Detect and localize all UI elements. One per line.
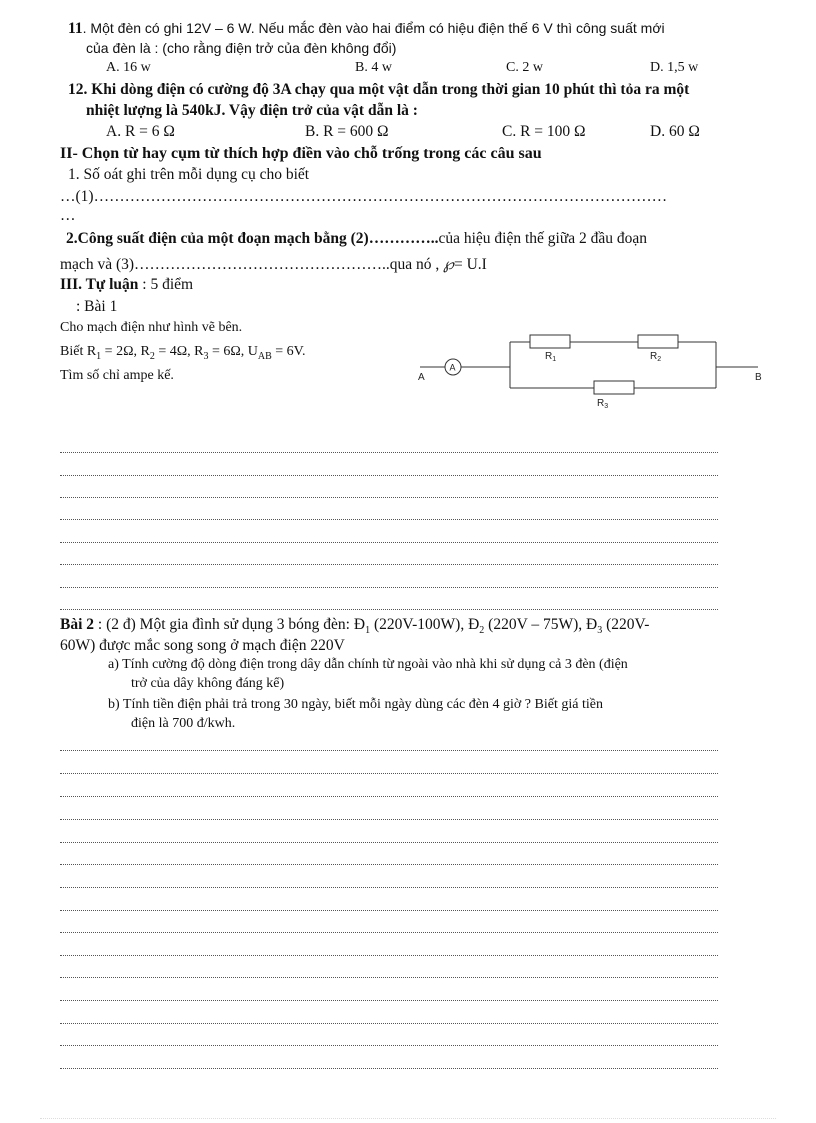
section2-q1: [68, 166, 309, 184]
answer-line[interactable]: [60, 1000, 718, 1001]
answer-line[interactable]: [60, 1045, 718, 1046]
answer-line[interactable]: [60, 796, 718, 797]
bai1-find: Tìm số chỉ ampe kế.: [60, 368, 174, 383]
q11-line1: [68, 20, 665, 38]
answer-line[interactable]: [60, 519, 718, 520]
q11-line2: của đèn là : (cho rằng điện trở của đèn không đổi): [86, 40, 397, 56]
bai2-d2-sub: 2: [479, 625, 485, 637]
r2-label: $R_2$: [650, 351, 662, 363]
section2-q1-blank-cont: …: [60, 207, 76, 224]
bai2-d1-spec: (220V-100W), Đ: [370, 616, 480, 633]
bai1-intro: Cho mạch điện như hình vẽ bên.: [60, 320, 243, 335]
answer-line[interactable]: [60, 452, 718, 453]
q11-option-c[interactable]: C. 2 w: [506, 60, 543, 75]
bai1-label-text: : Bài 1: [76, 298, 118, 315]
node-a-label: A: [418, 372, 425, 383]
section2-heading: II- Chọn từ hay cụm từ thích hợp điền vào chỗ trống trong các câu sau: [60, 145, 542, 162]
section2-q2-line2-b: .qua nó ,: [385, 256, 440, 273]
answer-line[interactable]: [60, 977, 718, 978]
answer-line[interactable]: [60, 842, 718, 843]
bai2-d3-sub: 3: [597, 625, 603, 637]
q11-text-1: . Một đèn có ghi 12V – 6 W. Nếu mắc đèn vào hai điểm có hiệu điện thế 6 V thì công suất mới: [82, 20, 665, 36]
answer-line[interactable]: [60, 955, 718, 956]
section2-q2-line1-a: 2.Công suất điện của một đoạn mạch bằng (2)…………..: [66, 230, 439, 247]
answer-line[interactable]: [60, 932, 718, 933]
power-formula: = U.I: [453, 256, 487, 273]
q12-line1: [68, 81, 689, 99]
q12-text-1: . Khi dòng điện có cường độ 3A chạy qua một vật dẫn trong thời gian 10 phút thì tỏa ra một: [83, 81, 690, 98]
bai2-d1-sub: 1: [365, 625, 371, 637]
q11-option-b[interactable]: B. 4 w: [355, 60, 392, 75]
bai2-part-a-line1: a) Tính cường độ dòng điện trong dây dẫn chính từ ngoài vào nhà khi sử dụng cả 3 đèn (điện: [108, 657, 628, 672]
q12-option-c[interactable]: C. R = 100 Ω: [502, 123, 586, 140]
bai2-line2: 60W) được mắc song song ở mạch điện 220V: [60, 637, 345, 654]
bai2-text-1: : (2 đ) Một gia đình sử dụng 3 bóng đèn: Đ: [94, 616, 366, 633]
resistor-r3: [594, 381, 634, 394]
answer-line[interactable]: [60, 819, 718, 820]
bai2-part-a-line2: trở của dây không đáng kể): [131, 676, 285, 691]
bai2-d2-spec: (220V – 75W), Đ: [484, 616, 598, 633]
answer-line[interactable]: [60, 750, 718, 751]
answer-line[interactable]: [60, 587, 718, 588]
resistor-r2: [638, 335, 678, 348]
section2-q2-line1-b: của hiệu điện thế giữa 2 đầu đoạn: [438, 230, 648, 247]
q12-line2: nhiệt lượng là 540kJ. Vậy điện trở của vật dẫn là :: [86, 102, 418, 119]
bai2-part-b-line2: điện là 700 đ/kwh.: [131, 716, 236, 731]
section3-heading-bold: III. Tự luận: [60, 276, 139, 293]
r1-label: $R_1$: [545, 351, 557, 363]
section2-q2-line1: [66, 230, 647, 248]
answer-line[interactable]: [60, 773, 718, 774]
answer-line[interactable]: [60, 1023, 718, 1024]
bai2-line1: [60, 616, 649, 636]
resistor-r1: [530, 335, 570, 348]
section2-q2-line2-a: mạch và (3)………………………………………….: [60, 256, 386, 273]
circuit-diagram: [410, 322, 770, 414]
r3-label: $R_3$: [597, 398, 609, 410]
node-b-label: B: [755, 372, 762, 383]
section2-q1-text: 1. Số oát ghi trên mỗi dụng cụ cho biết: [68, 166, 310, 183]
section2-q1-blank[interactable]: …(1)…………………………………………………………………………………………………: [60, 188, 668, 205]
answer-line[interactable]: [60, 910, 718, 911]
bai2-part-b-line1: b) Tính tiền điện phải trả trong 30 ngày, biết mỗi ngày dùng các đèn 4 giờ ? Biết giá tiền: [108, 697, 603, 712]
answer-line[interactable]: [60, 864, 718, 865]
answer-line[interactable]: [60, 564, 718, 565]
q11-number: 11: [68, 20, 83, 37]
section3-heading-rest: : 5 điểm: [138, 276, 194, 293]
bai1-given: Biết $R_1 = 2\Omega$, $R_2 = 4\Omega$, $R_3 = 6\Omega$, $U_{AB} = 6V$.: [60, 344, 306, 362]
q12-option-b[interactable]: B. R = 600 Ω: [305, 123, 389, 140]
answer-line[interactable]: [60, 609, 718, 610]
answer-line[interactable]: [60, 887, 718, 888]
ammeter-label: A: [449, 362, 456, 373]
power-symbol: ℘: [443, 256, 454, 273]
answer-line[interactable]: [60, 1068, 718, 1069]
bai1-label: [76, 298, 117, 316]
answer-line[interactable]: [60, 497, 718, 498]
bai2-label: Bài 2: [60, 616, 95, 633]
q12-option-d[interactable]: D. 60 Ω: [650, 123, 700, 140]
answer-line[interactable]: [60, 475, 718, 476]
section3-heading: [60, 276, 193, 294]
bai2-d3-spec: (220V-: [602, 616, 650, 633]
q12-option-a[interactable]: A. R = 6 Ω: [106, 123, 175, 140]
q11-option-a[interactable]: A. 16 w: [106, 60, 151, 75]
q11-option-d[interactable]: D. 1,5 w: [650, 60, 699, 75]
page-footer-rule: [40, 1118, 776, 1119]
q12-number: 12: [68, 81, 84, 98]
answer-line[interactable]: [60, 542, 718, 543]
section2-q2-line2: [60, 255, 487, 274]
